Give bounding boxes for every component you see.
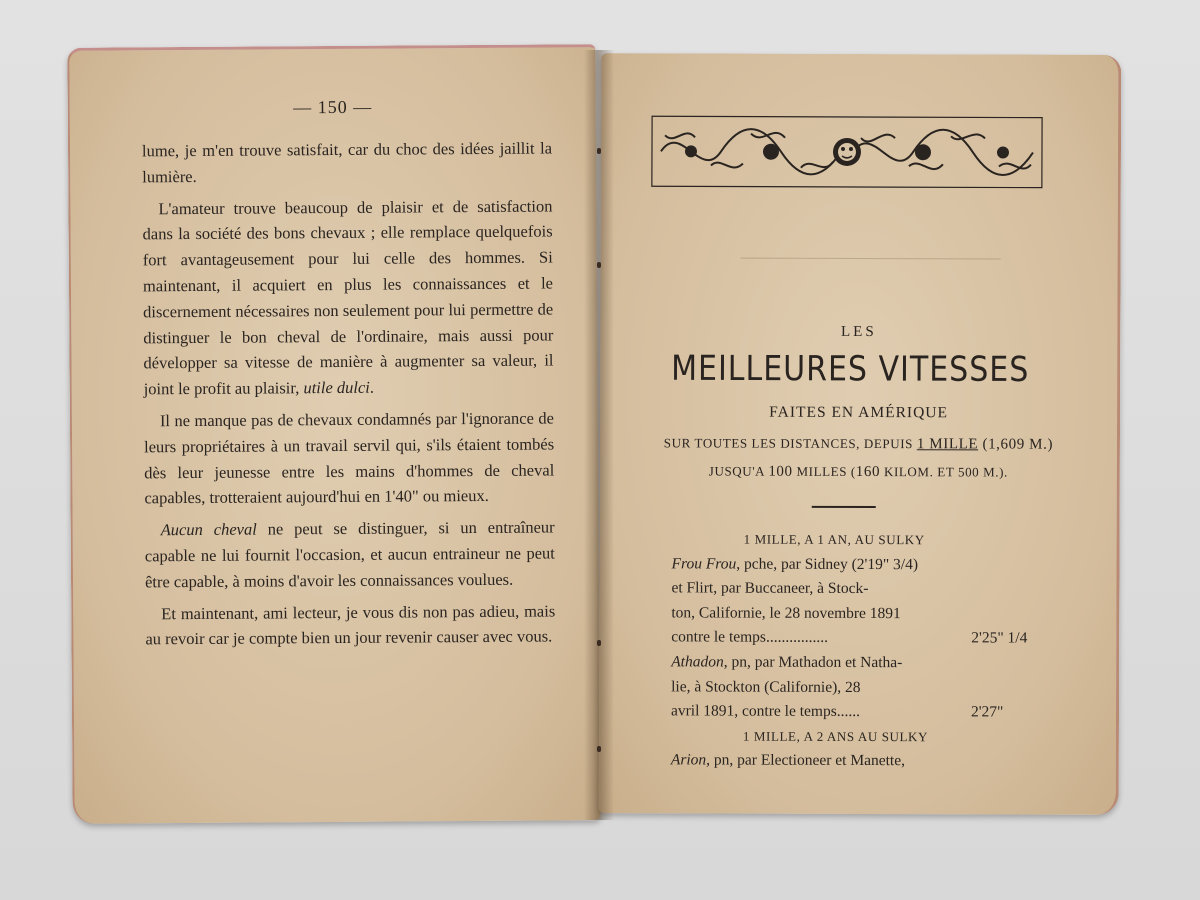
paragraph: Et maintenant, ami lecteur, je vous dis non pas adieu, mais au revoir car je compte bien un jour revenir causer avec vous. xyxy=(145,601,556,649)
record-line: Frou Frou, pche, par Sidney (2'19" 3/4) xyxy=(671,554,919,573)
record-time: 2'25" 1/4 xyxy=(971,629,1028,647)
record-line: Arion, pn, par Electioneer et Manette, xyxy=(670,751,906,770)
ornamental-headpiece xyxy=(651,115,1043,188)
open-book xyxy=(66,40,1126,830)
record-line: ton, Californie, le 28 novembre 1891 xyxy=(671,604,901,622)
paragraph: Aucun cheval ne peut se distinguer, si un entraîneur capable ne lui fournit l'occasion, et aucun entraineur ne peut être capable, à moins d'avoir les connaissances voulues. xyxy=(144,517,555,592)
record-line: contre le temps................ 2'25" 1/4 xyxy=(671,626,1051,652)
binding-stitch xyxy=(597,148,601,154)
distance-line: SUR TOUTES LES DISTANCES, DEPUIS 1 MILLE (1,609 M.) xyxy=(663,435,1054,453)
binding-stitch xyxy=(597,640,601,646)
page-title: MEILLEURES VITESSES xyxy=(671,348,1030,391)
subtitle: FAITES EN AMÉRIQUE xyxy=(769,403,948,422)
horse-name: Frou Frou xyxy=(671,554,737,573)
records-list xyxy=(671,527,1052,774)
book-gutter xyxy=(584,50,614,820)
record-line: avril 1891, contre le temps...... 2'27" xyxy=(671,699,1051,725)
binding-stitch xyxy=(597,262,601,268)
record-line: lie, à Stockton (Californie), 28 xyxy=(671,677,861,696)
binding-stitch xyxy=(597,746,601,752)
paragraph: Il ne manque pas de chevaux condamnés par l'ignorance de leurs propriétaires à un travail servil qui, s'ils étaient tombés dès leur jeunesse entre les mains d'hommes de cheval capables, trotteraient aujourd'hui en 1'40" ou mieux. xyxy=(144,408,555,508)
left-page-text xyxy=(142,135,556,658)
right-page xyxy=(599,53,1122,815)
record-line: et Flirt, par Buccaneer, à Stock- xyxy=(671,579,869,598)
paragraph: lume, je m'en trouve satisfait, car du choc des idées jaillit la lumière. xyxy=(141,138,553,187)
title-les: LES xyxy=(840,323,877,341)
horse-name: Arion xyxy=(670,751,707,769)
section-heading: 1 MILLE, A 1 AN, AU SULKY xyxy=(743,531,925,548)
paragraph: L'amateur trouve beaucoup de plaisir et de satisfaction dans la société des bons chevaux ; elle remplace quelquefois fort avantageusement pour lui celle des hommes. Si maintenant, il acquiert en plus les connaissances et le discernement nécessaires non seulement pour lui permettre de distinguer le bon cheval de l'ordinaire, mais aussi pour développer sa vitesse de manière à augmenter sa valeur, il joint le profit au plaisir, utile dulci. xyxy=(142,196,554,399)
record-line: Athadon, pn, par Mathadon et Natha- xyxy=(671,653,903,672)
left-page xyxy=(67,44,600,824)
faint-rule xyxy=(741,258,1001,260)
record-time: 2'27" xyxy=(971,703,1004,721)
one-mile-highlight: 1 MILLE xyxy=(916,436,979,453)
section-rule xyxy=(812,506,876,508)
horse-name: Athadon xyxy=(671,653,724,671)
range-line: JUSQU'A 100 MILLES (160 KILOM. ET 500 M.). xyxy=(708,463,1008,481)
page-number: — 150 — xyxy=(293,96,373,118)
section-heading: 1 MILLE, A 2 ANS AU SULKY xyxy=(742,728,929,744)
